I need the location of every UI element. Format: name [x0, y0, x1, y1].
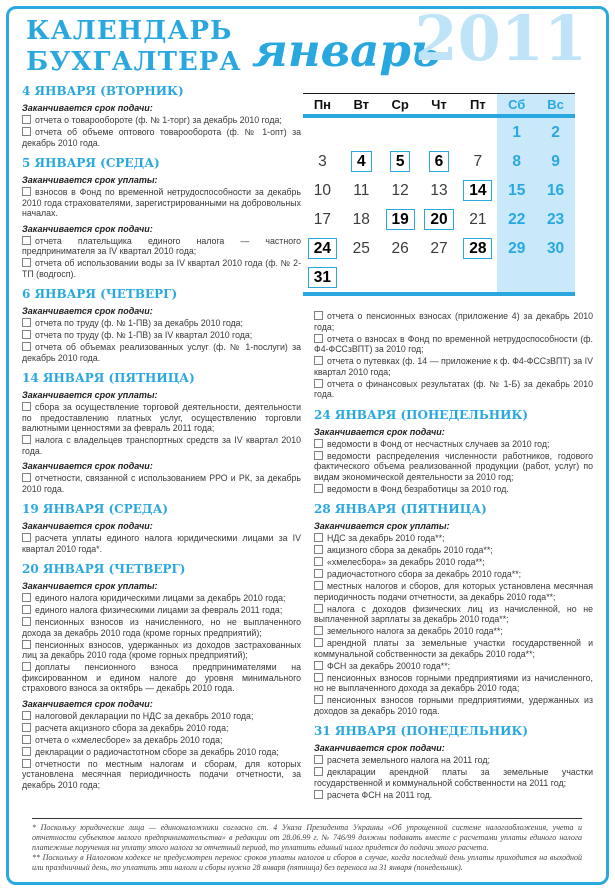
- task-text: расчета акцизного сбора за декабрь 2010 года;: [35, 722, 229, 733]
- task-text: отчета по труду (ф. № 1-ПВ) за IV квартал 2010 года;: [35, 330, 253, 340]
- deadline-type-heading: Заканчивается срок подачи:: [22, 461, 153, 471]
- deadline-group: [22, 699, 301, 791]
- task-item: [314, 439, 593, 450]
- calendar-day-cell: [342, 263, 381, 292]
- task-checkbox[interactable]: [314, 311, 323, 320]
- calendar-day-boxed: 14: [463, 180, 492, 201]
- calendar-day-cell: 18: [352, 210, 370, 228]
- task-checkbox[interactable]: [22, 533, 31, 542]
- task-text: доплаты пенсионного взноса предпринимателями на фиксированном и едином налоге до уровня минимального страхового взноса за октябрь — декабрь 2010 года.: [22, 662, 301, 693]
- task-item: [22, 759, 301, 791]
- calendar-day-cell: [536, 263, 575, 292]
- calendar-day-boxed: 31: [308, 267, 337, 288]
- calendar-day-cell: 9: [536, 147, 575, 176]
- task-item: [314, 451, 593, 483]
- calendar-day-cell: [381, 118, 420, 147]
- task-text: отчета об использовании воды за IV квартал 2010 года (ф. № 2-ТП (водгосп).: [22, 258, 301, 279]
- task-text: налога с владельцев транспортных средств за IV квартал 2010 года.: [22, 435, 301, 456]
- calendar-day-boxed: 19: [386, 209, 415, 230]
- task-text: ФСН за декабрь 20010 года**;: [327, 660, 451, 671]
- task-text: пенсионных взносов горными предприятиями, удержанных из доходов за декабрь 2010 года.: [314, 695, 593, 716]
- calendar-section: [22, 84, 301, 148]
- calendar-day-cell: [303, 263, 342, 292]
- task-item: [22, 258, 301, 279]
- calendar-day-cell: 11: [353, 181, 370, 199]
- task-checkbox[interactable]: [22, 318, 31, 327]
- calendar-day-cell: 7: [473, 152, 483, 170]
- calendar-day-cell: [381, 263, 420, 292]
- calendar-day-header: Чт: [431, 97, 447, 112]
- section-date-heading: 19 ЯНВАРЯ (СРЕДА): [22, 502, 169, 516]
- calendar-day-cell: [458, 176, 497, 205]
- deadline-type-heading: Заканчивается срок уплаты:: [22, 175, 158, 185]
- task-item: [314, 695, 593, 716]
- calendar-day-header: Вс: [536, 94, 575, 114]
- deadline-type-heading: Заканчивается срок подачи:: [22, 698, 153, 709]
- task-checkbox[interactable]: [22, 662, 31, 671]
- section-date-heading: 28 ЯНВАРЯ (ПЯТНИЦА): [314, 502, 487, 516]
- task-item: [22, 662, 301, 694]
- task-checkbox[interactable]: [22, 127, 31, 136]
- task-item: [314, 661, 593, 672]
- calendar-day-header: Вт: [353, 97, 370, 112]
- deadline-group: [314, 427, 593, 495]
- task-text: расчета ФСН на 2011 год.: [327, 789, 433, 800]
- deadline-group: [22, 581, 301, 694]
- task-text: радиочастотного сбора за декабрь 2010 года**;: [327, 569, 522, 579]
- deadline-type-heading: Заканчивается срок подачи:: [22, 103, 153, 113]
- task-item: [314, 379, 593, 400]
- task-item: [22, 711, 301, 722]
- task-text: отчета плательщика единого налога — частного предпринимателя за IV квартал 2010 года;: [22, 235, 301, 256]
- task-checkbox[interactable]: [22, 735, 31, 744]
- deadline-group: [22, 390, 301, 456]
- calendar-day-cell: 1: [497, 118, 536, 147]
- task-item: [314, 311, 593, 332]
- calendar-day-boxed: 20: [424, 209, 453, 230]
- task-item: [314, 767, 593, 788]
- task-item: [22, 236, 301, 257]
- task-item: [314, 356, 593, 377]
- calendar-day-header: Сб: [497, 94, 536, 114]
- page-title-line2: БУХГАЛТЕРА: [26, 47, 242, 77]
- calendar-day-cell: [458, 234, 497, 263]
- deadline-group: [314, 521, 593, 716]
- task-item: [22, 640, 301, 661]
- calendar-section-continued: [314, 311, 593, 400]
- section-date-heading: 4 ЯНВАРЯ (ВТОРНИК): [22, 84, 184, 98]
- task-item: [314, 638, 593, 659]
- task-text: декларации о радиочастотном сборе за декабрь 2010 года;: [35, 746, 279, 757]
- task-text: земельного налога за декабрь 2010 года**;: [327, 626, 503, 636]
- task-text: отчета о финансовых результатах (ф. № 1-Б) за декабрь 2010 года.: [314, 378, 593, 399]
- calendar-day-cell: [420, 147, 459, 176]
- task-checkbox[interactable]: [314, 695, 323, 704]
- task-text: отчетности, связанной с использованием РРО и РК, за декабрь 2010 года.: [22, 473, 301, 494]
- task-checkbox[interactable]: [22, 711, 31, 720]
- deadline-type-heading: Заканчивается срок подачи:: [22, 521, 153, 531]
- task-checkbox[interactable]: [314, 439, 323, 448]
- calendar-day-cell: [303, 118, 342, 147]
- task-item: [314, 604, 593, 625]
- task-item: [22, 115, 301, 126]
- section-date-heading: 5 ЯНВАРЯ (СРЕДА): [22, 156, 160, 170]
- task-text: сбора за осуществление торговой деятельности, деятельности по предоставлению платных услуг, осуществлению торговли валютными ценностями за февраль 2011 года;: [22, 402, 301, 433]
- calendar-bottom-bar: [303, 292, 575, 296]
- task-text: «хмелесбора» за декабрь 2010 года**;: [327, 557, 485, 567]
- task-text: отчета о пенсионных взносах (приложение 4) за декабрь 2010 года;: [314, 311, 593, 332]
- calendar-day-cell: 25: [352, 239, 370, 257]
- task-item: [22, 533, 301, 554]
- task-text: единого налога юридическими лицами за декабрь 2010 года;: [35, 593, 286, 603]
- calendar-day-cell: 3: [318, 152, 327, 170]
- task-checkbox[interactable]: [314, 379, 323, 388]
- task-item: [314, 626, 593, 637]
- calendar-day-boxed: 28: [463, 238, 492, 259]
- task-text: расчета уплаты единого налога юридическими лицами за IV квартал 2010 года*.: [22, 533, 301, 554]
- deadline-group: [22, 461, 301, 494]
- deadline-type-heading: Заканчивается срок подачи:: [314, 743, 445, 753]
- task-checkbox[interactable]: [22, 473, 31, 482]
- task-checkbox[interactable]: [22, 617, 31, 626]
- section-date-heading: 20 ЯНВАРЯ (ЧЕТВЕРГ): [22, 562, 186, 576]
- task-text: отчета по труду (ф. № 1-ПВ) за декабрь 2010 года;: [35, 318, 243, 328]
- task-item: [314, 533, 593, 544]
- page-title: [26, 16, 242, 78]
- calendar-day-cell: [303, 234, 342, 263]
- calendar-day-cell: [381, 205, 420, 234]
- calendar-day-cell: 8: [497, 147, 536, 176]
- task-text: НДС за декабрь 2010 года**;: [327, 533, 445, 543]
- task-text: отчетности по местным налогам и сборам, для которых установлена месячная периодичность подачи отчетности, за декабрь 2010 года;: [22, 758, 301, 790]
- calendar-day-cell: 13: [430, 181, 448, 199]
- task-item: [22, 473, 301, 494]
- calendar-day-cell: [458, 263, 497, 292]
- section-date-heading: 6 ЯНВАРЯ (ЧЕТВЕРГ): [22, 287, 178, 301]
- task-text: местных налогов и сборов, для которых установлена месячная периодичность подачи отчетности, за декабрь 2010 года**;: [314, 581, 593, 602]
- calendar-day-cell: [342, 147, 381, 176]
- calendar-section: [22, 287, 301, 363]
- calendar-day-cell: [458, 118, 497, 147]
- task-checkbox[interactable]: [22, 747, 31, 756]
- task-item: [314, 673, 593, 694]
- task-item: [314, 557, 593, 568]
- calendar-day-cell: 15: [497, 176, 536, 205]
- task-checkbox[interactable]: [22, 593, 31, 602]
- calendar-day-cell: [420, 118, 459, 147]
- task-text: отчета об объеме оптового товарооборота (ф. № 1-опт) за декабрь 2010 года.: [22, 127, 301, 148]
- task-item: [22, 435, 301, 456]
- task-text: отчета об объемах реализованных услуг (ф. № 1-послуги) за декабрь 2010 года.: [22, 342, 301, 363]
- task-text: пенсионных взносов из начисленного, но не выплаченного дохода за декабрь 2010 года (кроме горных предприятий);: [22, 617, 301, 638]
- footnote-rule: [32, 818, 582, 819]
- task-checkbox[interactable]: [314, 451, 323, 460]
- task-item: [22, 593, 301, 604]
- task-checkbox[interactable]: [22, 115, 31, 124]
- deadline-type-heading: Заканчивается срок уплаты:: [314, 521, 450, 531]
- calendar-day-header: Пт: [469, 97, 486, 112]
- deadline-type-heading: Заканчивается срок подачи:: [22, 306, 153, 316]
- task-text: пенсионных взносов, удержанных из доходов застрахованных лиц за декабрь 2010 года (кроме горных предприятий);: [22, 639, 301, 660]
- task-item: [22, 330, 301, 341]
- calendar-section: [22, 371, 301, 494]
- task-item: [22, 127, 301, 148]
- calendar-section: [22, 156, 301, 279]
- task-checkbox[interactable]: [314, 673, 323, 682]
- footnote: * Поскольку юридические лица — единоналожники согласно ст. 4 Указа Президента Украины «Об упрощенной системе налогообложения, учета и отчетности субъектов малого предпринимательства» в редакции от 28.06.99 г. № 746/99 должны подавать вместе с расчетами уплаты единого налога платежные поручения на уплату этого налога за отчетный период, то уплатить единый налог придется до подачи этого расчета.: [32, 823, 582, 852]
- calendar-day-boxed: 6: [429, 151, 450, 172]
- task-checkbox[interactable]: [314, 790, 323, 799]
- calendar-day-boxed: 5: [390, 151, 411, 172]
- task-checkbox[interactable]: [314, 581, 323, 590]
- calendar-day-boxed: 4: [351, 151, 372, 172]
- task-text: ведомости в Фонд безработицы за 2010 год.: [327, 483, 509, 494]
- left-column: [22, 84, 301, 790]
- task-checkbox[interactable]: [22, 402, 31, 411]
- task-item: [22, 747, 301, 758]
- task-checkbox[interactable]: [22, 723, 31, 732]
- task-checkbox[interactable]: [314, 638, 323, 647]
- month-name: январь: [252, 24, 441, 77]
- task-checkbox[interactable]: [314, 767, 323, 776]
- year-label: 2011: [414, 2, 587, 75]
- task-item: [22, 605, 301, 616]
- calendar-section: [22, 502, 301, 554]
- deadline-group: [22, 103, 301, 148]
- deadline-type-heading: Заканчивается срок подачи:: [22, 223, 153, 234]
- task-checkbox[interactable]: [314, 356, 323, 365]
- footnotes: [32, 823, 582, 874]
- calendar-section: [22, 562, 301, 790]
- task-checkbox[interactable]: [22, 342, 31, 351]
- task-item: [22, 342, 301, 363]
- task-checkbox[interactable]: [314, 626, 323, 635]
- calendar-grid: [303, 93, 575, 296]
- task-item: [314, 569, 593, 580]
- calendar-day-cell: 12: [391, 181, 409, 199]
- calendar-day-cell: [420, 205, 459, 234]
- calendar-day-headers: [303, 93, 575, 114]
- task-checkbox[interactable]: [314, 755, 323, 764]
- page-title-line1: КАЛЕНДАРЬ: [26, 16, 233, 46]
- section-date-heading: 31 ЯНВАРЯ (ПОНЕДЕЛЬНИК): [314, 724, 529, 738]
- task-text: ведомости в Фонд от несчастных случаев за 2010 год;: [327, 438, 550, 449]
- task-checkbox[interactable]: [22, 187, 31, 196]
- footnote: ** Поскольку в Налоговом кодексе не предусмотрен перенос сроков уплаты налогов и сборов в случае, когда последний день уплаты приходится на выходной или праздничный день, то уплатить эти налоги и сборы нужно 28 января (пятница) без переноса на 31 января (понедельник).: [32, 853, 582, 873]
- section-date-heading: 14 ЯНВАРЯ (ПЯТНИЦА): [22, 371, 195, 385]
- deadline-type-heading: Заканчивается срок уплаты:: [22, 390, 158, 400]
- task-text: расчета земельного налога на 2011 год;: [327, 755, 490, 765]
- calendar-day-header: Ср: [391, 97, 409, 112]
- calendar-day-cell: 30: [536, 234, 575, 263]
- task-text: отчета о «хмелесборе» за декабрь 2010 года;: [35, 734, 223, 745]
- task-item: [314, 790, 593, 801]
- task-checkbox[interactable]: [22, 605, 31, 614]
- task-text: единого налога физическими лицами за февраль 2011 года;: [35, 605, 283, 615]
- deadline-group: [314, 743, 593, 800]
- deadline-group: [22, 306, 301, 363]
- task-text: декларации арендной платы за земельные участки государственной и коммунальной собственности на 2011 год;: [314, 767, 593, 788]
- task-item: [314, 545, 593, 556]
- task-checkbox[interactable]: [314, 484, 323, 493]
- calendar-day-cell: [342, 118, 381, 147]
- calendar-section: [314, 502, 593, 716]
- task-item: [22, 723, 301, 734]
- task-checkbox[interactable]: [22, 759, 31, 768]
- task-item: [22, 735, 301, 746]
- calendar-day-cell: 27: [430, 239, 448, 257]
- task-text: пенсионных взносов горными предприятиями из начисленного, но не выплаченного дохода за декабрь 2010 года;: [314, 672, 593, 693]
- deadline-type-heading: Заканчивается срок подачи:: [314, 426, 445, 437]
- calendar-day-cell: 29: [497, 234, 536, 263]
- task-checkbox[interactable]: [314, 533, 323, 542]
- calendar-day-cell: 26: [391, 239, 409, 257]
- task-text: взносов в Фонд по временной нетрудоспособности за декабрь 2010 года страхователями, зарегистрированными на добровольных началах.: [22, 187, 301, 218]
- task-text: отчета о товарообороте (ф. № 1-торг) за декабрь 2010 года;: [35, 115, 282, 125]
- task-item: [314, 581, 593, 602]
- calendar-day-cell: 21: [469, 210, 487, 228]
- calendar-day-cell: [497, 263, 536, 292]
- task-text: арендной платы за земельные участки государственной и коммунальной собственности за декабрь 2010 года**;: [314, 638, 593, 659]
- task-text: отчета о взносах в Фонд по временной нетрудоспособности (ф. Ф4-ФССзВПТ) за 2010 год;: [314, 333, 593, 354]
- calendar-weeks: [303, 118, 575, 292]
- task-text: налоговой декларации по НДС за декабрь 2010 года;: [35, 710, 254, 721]
- right-column: [314, 306, 593, 800]
- task-item: [22, 187, 301, 219]
- section-date-heading: 24 ЯНВАРЯ (ПОНЕДЕЛЬНИК): [314, 407, 529, 422]
- calendar-day-cell: 17: [313, 210, 332, 228]
- calendar-day-cell: 22: [497, 205, 536, 234]
- task-item: [22, 402, 301, 434]
- deadline-group: [22, 224, 301, 280]
- task-checkbox[interactable]: [22, 236, 31, 245]
- task-text: ведомости распределения численности работников, годового фактического объема реализованной продукции (работ, услуг) по видам экономической деятельности за 2010 год;: [314, 450, 593, 482]
- task-text: акцизного сбора за декабрь 2010 года**;: [327, 545, 493, 555]
- deadline-group: [22, 521, 301, 554]
- task-checkbox[interactable]: [22, 435, 31, 444]
- task-item: [22, 318, 301, 329]
- task-item: [22, 617, 301, 638]
- calendar-day-cell: 2: [536, 118, 575, 147]
- calendar-day-cell: 23: [536, 205, 575, 234]
- task-text: налога с доходов физических лиц из начисленной, но не выплаченной зарплаты за декабрь 2010 года**;: [314, 603, 593, 624]
- calendar-day-cell: 10: [313, 181, 332, 199]
- task-checkbox[interactable]: [22, 258, 31, 267]
- task-checkbox[interactable]: [314, 604, 323, 613]
- calendar-day-header: Пн: [313, 97, 332, 112]
- deadline-type-heading: Заканчивается срок уплаты:: [22, 581, 158, 591]
- calendar-section: [314, 408, 593, 495]
- task-item: [314, 334, 593, 355]
- task-checkbox[interactable]: [314, 334, 323, 343]
- task-checkbox[interactable]: [314, 661, 323, 670]
- task-checkbox[interactable]: [314, 545, 323, 554]
- calendar-day-cell: [420, 263, 459, 292]
- calendar-day-cell: 16: [536, 176, 575, 205]
- task-item: [314, 755, 593, 766]
- deadline-group: [314, 311, 593, 400]
- calendar-section: [314, 724, 593, 800]
- task-checkbox[interactable]: [314, 569, 323, 578]
- deadline-group: [22, 175, 301, 219]
- task-text: отчета о путевках (ф. 14 — приложение к ф. Ф4-ФССзВПТ) за IV квартал 2010 года;: [314, 356, 593, 377]
- calendar-day-cell: [381, 147, 420, 176]
- task-checkbox[interactable]: [314, 557, 323, 566]
- task-item: [314, 484, 593, 495]
- calendar-day-boxed: 24: [308, 238, 337, 259]
- task-checkbox[interactable]: [22, 640, 31, 649]
- task-checkbox[interactable]: [22, 330, 31, 339]
